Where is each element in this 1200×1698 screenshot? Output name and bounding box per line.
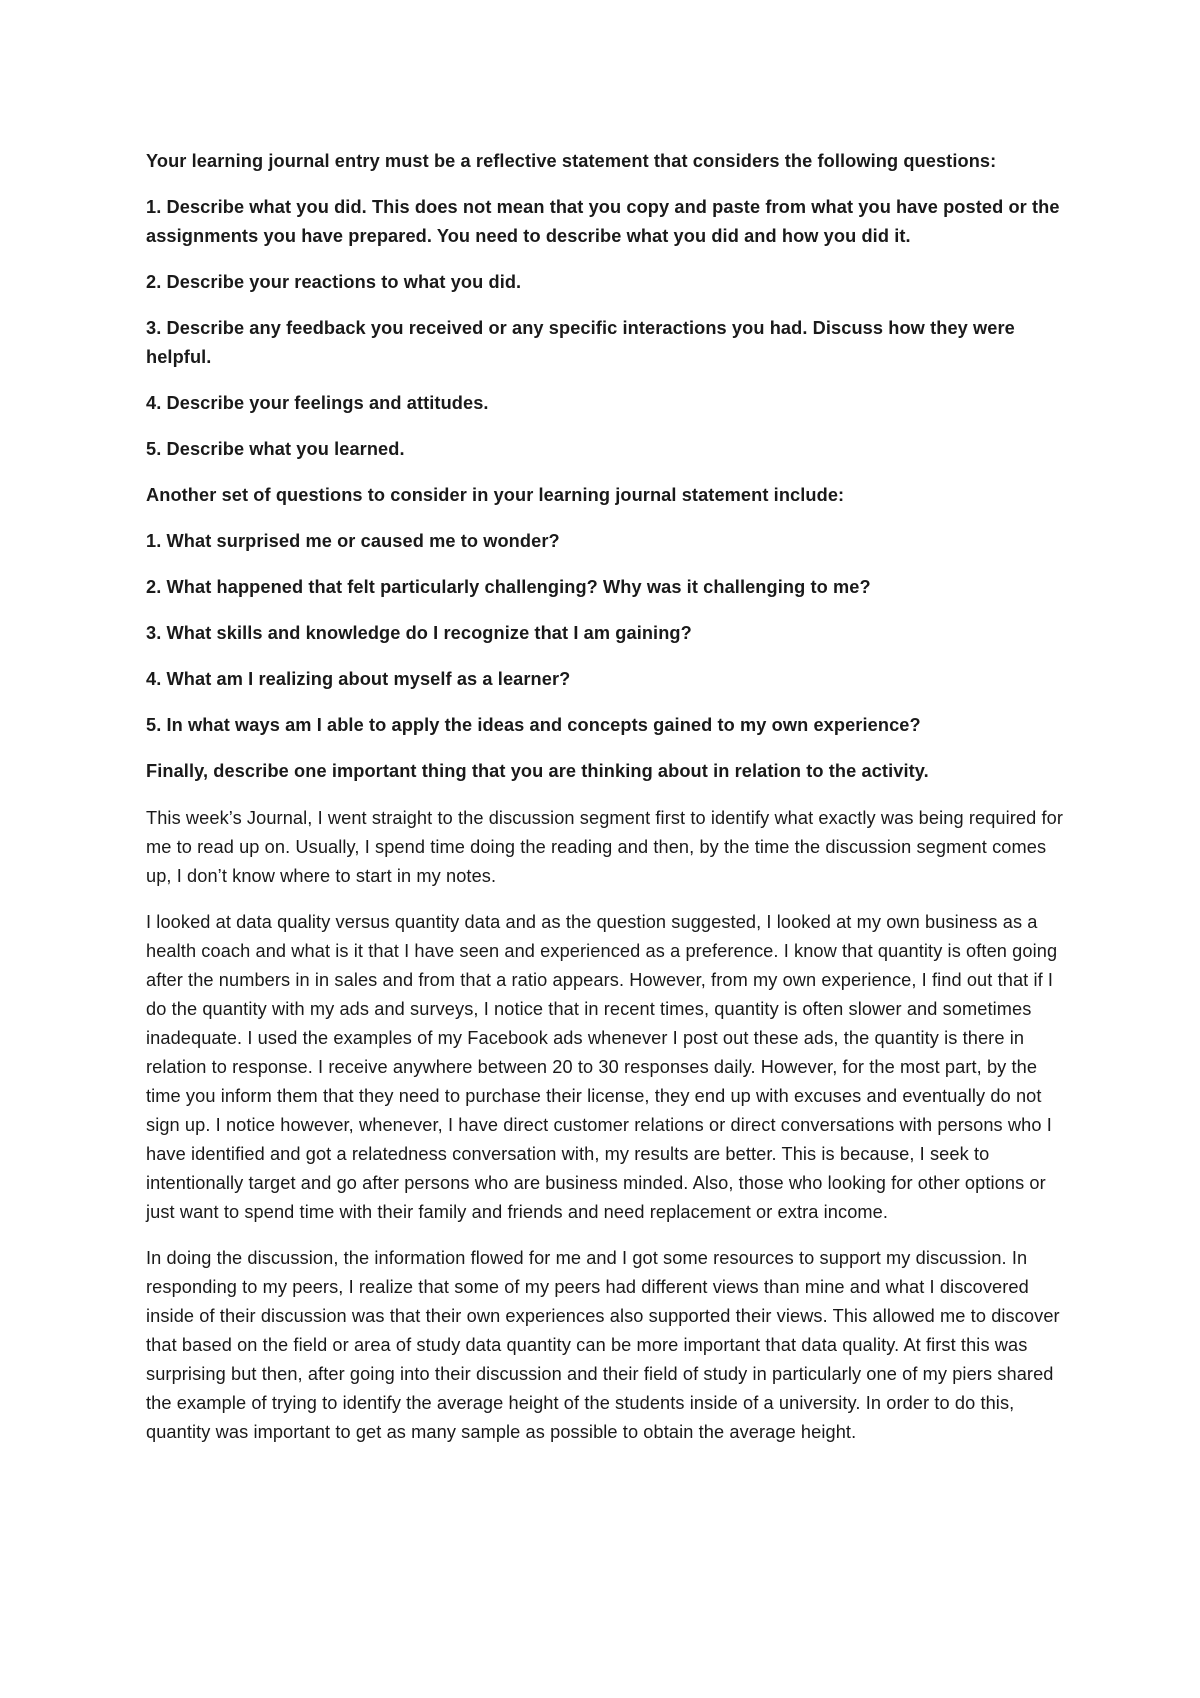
prompt-second-question-2: 2. What happened that felt particularly challenging? Why was it challenging to me?: [146, 577, 871, 597]
response-paragraph-1: This week’s Journal, I went straight to the discussion segment first to identify what exactly was being required for me to read up on. Usually, I spend time doing the reading and then, by the time the discussion segment comes up, I don’t know where to start in my notes.: [146, 808, 1064, 886]
document-body: [146, 147, 1066, 1464]
prompt-final: Finally, describe one important thing that you are thinking about in relation to the activity.: [146, 761, 929, 781]
prompt-question-5: 5. Describe what you learned.: [146, 439, 405, 459]
prompt-second-question-5: 5. In what ways am I able to apply the ideas and concepts gained to my own experience?: [146, 715, 921, 735]
prompt-second-question-3: 3. What skills and knowledge do I recognize that I am gaining?: [146, 623, 692, 643]
prompt-question-1: 1. Describe what you did. This does not mean that you copy and paste from what you have posted or the assignments you have prepared. You need to describe what you did and how you did it.: [146, 197, 1060, 246]
response-paragraph-3: In doing the discussion, the information flowed for me and I got some resources to support my discussion. In responding to my peers, I realize that some of my peers had different views than mine and what I discovered inside of their discussion was that their own experiences also supported their views. This allowed me to discover that based on the field or area of study data quantity can be more important that data quality. At first this was surprising but then, after going into their discussion and their field of study in particularly one of my piers shared the example of trying to identify the average height of the students inside of a university. In order to do this, quantity was important to get as many sample as possible to obtain the average height.: [146, 1248, 1060, 1442]
prompt-intro: Your learning journal entry must be a reflective statement that considers the following questions:: [146, 151, 997, 171]
prompt-second-question-4: 4. What am I realizing about myself as a learner?: [146, 669, 571, 689]
prompt-second-question-1: 1. What surprised me or caused me to wonder?: [146, 531, 560, 551]
prompt-question-2: 2. Describe your reactions to what you did.: [146, 272, 522, 292]
prompt-question-4: 4. Describe your feelings and attitudes.: [146, 393, 489, 413]
prompt-second-intro: Another set of questions to consider in your learning journal statement include:: [146, 485, 845, 505]
response-paragraph-2: I looked at data quality versus quantity data and as the question suggested, I looked at my own business as a health coach and what is it that I have seen and experienced as a preference. I know that quantity is often going after the numbers in in sales and from that a ratio appears. However, from my own experience, I find out that if I do the quantity with my ads and surveys, I notice that in recent times, quantity is often slower and sometimes inadequate. I used the examples of my Facebook ads whenever I post out these ads, the quantity is there in relation to response. I receive anywhere between 20 to 30 responses daily. However, for the most part, by the time you inform them that they need to purchase their license, they end up with excuses and eventually do not sign up. I notice however, whenever, I have direct customer relations or direct conversations with persons who I have identified and got a relatedness conversation with, my results are better. This is because, I seek to intentionally target and go after persons who are business minded. Also, those who looking for other options or just want to spend time with their family and friends and need replacement or extra income.: [146, 912, 1058, 1222]
prompt-question-3: 3. Describe any feedback you received or any specific interactions you had. Discuss how they were helpful.: [146, 318, 1015, 367]
